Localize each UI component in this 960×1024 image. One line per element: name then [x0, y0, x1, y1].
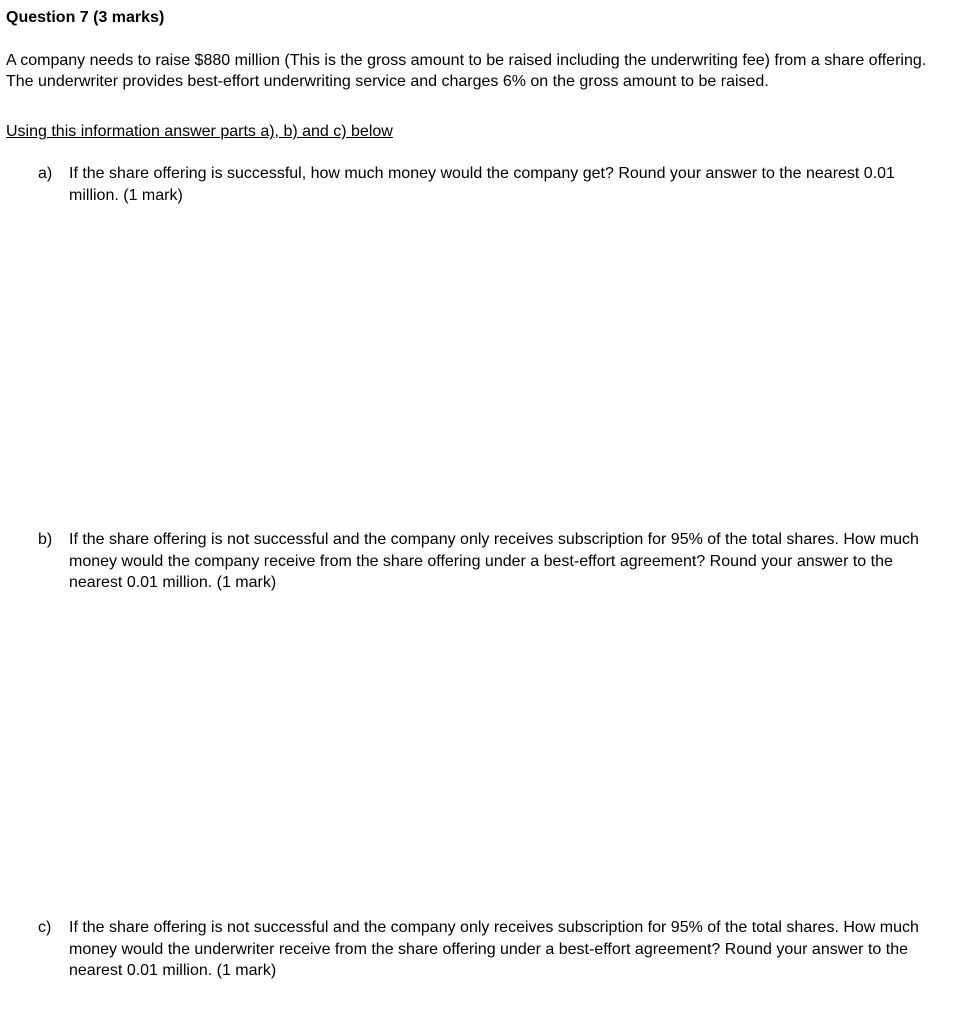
question-title: Question 7 (3 marks) [6, 9, 165, 26]
part-c-label: c) [38, 919, 52, 936]
part-b-label: b) [38, 531, 53, 548]
part-a [38, 163, 938, 206]
part-c [38, 917, 938, 982]
part-c-text: If the share offering is not successful and the company only receives subscription for 95% of the total shares. How much money would the underwriter receive from the share offering under a best-effort agreement? Round your answer to the nearest 0.01 million. (1 mark) [69, 919, 919, 979]
part-a-label: a) [38, 165, 53, 182]
question-intro: A company needs to raise $880 million (This is the gross amount to be raised including the underwriting fee) from a share offering. The underwriter provides best-effort underwriting service and charges 6% on the gross amount to be raised. [6, 52, 927, 90]
part-a-text: If the share offering is successful, how much money would the company get? Round your answer to the nearest 0.01 million. (1 mark) [69, 165, 895, 204]
question-instruction: Using this information answer parts a), b) and c) below [6, 123, 393, 140]
part-b [38, 529, 938, 594]
part-b-text: If the share offering is not successful and the company only receives subscription for 95% of the total shares. How much money would the company receive from the share offering under a best-effort agreement? Round your answer to the nearest 0.01 million. (1 mark) [69, 531, 919, 591]
